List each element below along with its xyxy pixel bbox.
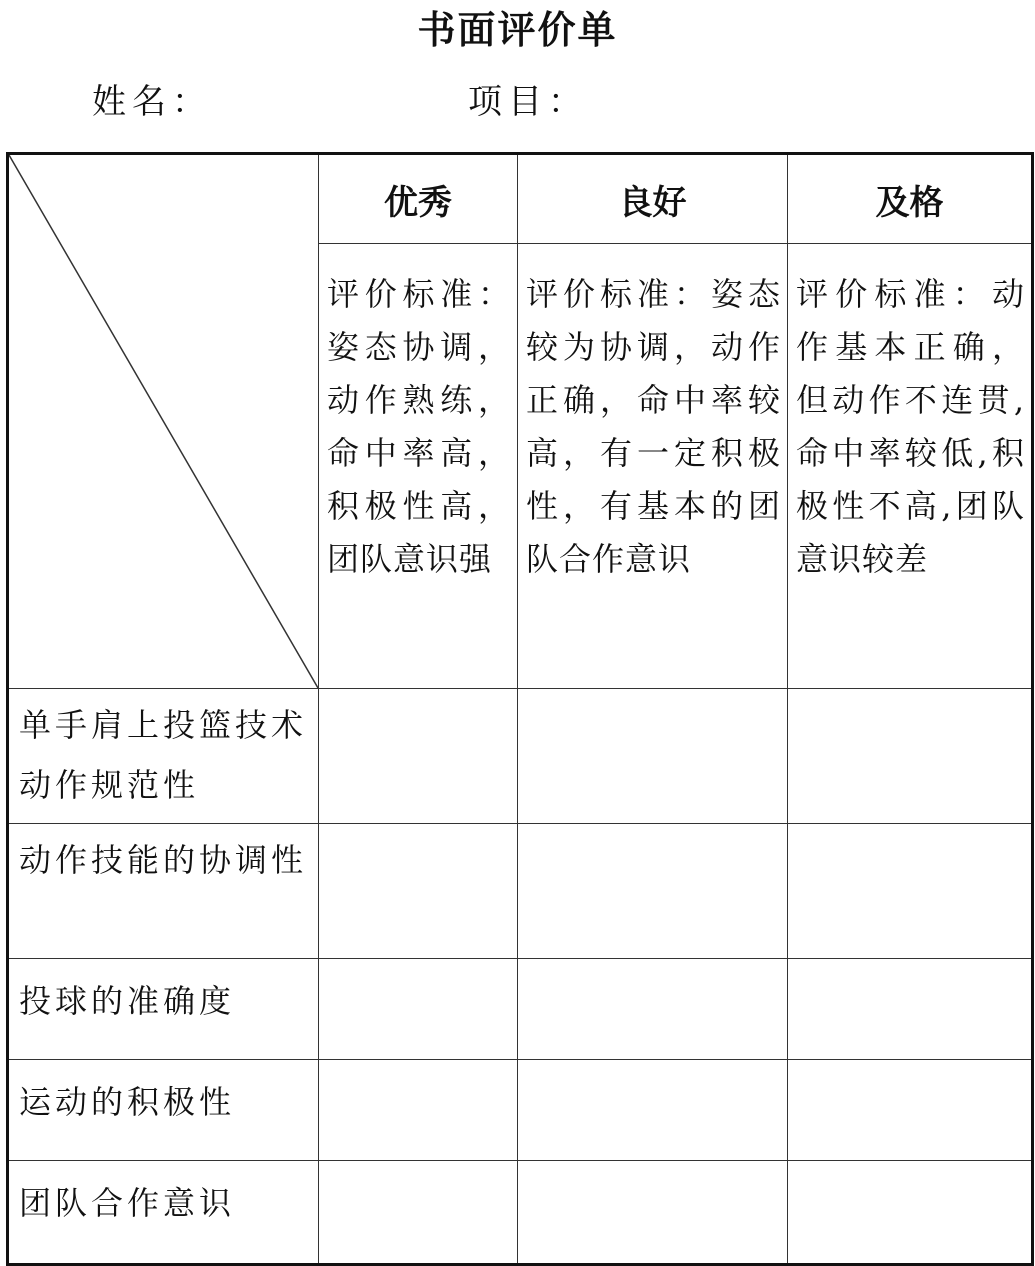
score-cell-excellent[interactable] [319,1161,518,1265]
criteria-good: 评价标准：姿态较为协调，动作正确，命中率较高，有一定积极性，有基本的团队合作意识 [518,244,788,689]
project-field-label: 项目： [468,82,588,122]
row-label-accuracy: 投球的准确度 [8,959,319,1060]
header-row [8,154,1033,244]
table-row [8,824,1033,959]
score-cell-excellent[interactable] [319,824,518,959]
score-cell-excellent[interactable] [319,689,518,824]
page-title: 书面评价单 [417,8,618,52]
row-label-enthusiasm: 运动的积极性 [8,1060,319,1161]
row-label-teamwork: 团队合作意识 [8,1161,319,1265]
score-cell-good[interactable] [518,824,788,959]
score-cell-pass[interactable] [788,1060,1033,1161]
table-row [8,689,1033,824]
score-cell-excellent[interactable] [319,959,518,1060]
diagonal-line [9,155,318,688]
row-label-shooting-technique: 单手肩上投篮技术动作规范性 [8,689,319,824]
level-pass-header: 及格 [788,154,1033,244]
score-cell-good[interactable] [518,1060,788,1161]
score-cell-good[interactable] [518,689,788,824]
table-row [8,1060,1033,1161]
table-row [8,959,1033,1060]
score-cell-pass[interactable] [788,959,1033,1060]
level-good-header: 良好 [518,154,788,244]
evaluation-table [6,152,1034,1266]
level-excellent-header: 优秀 [319,154,518,244]
diagonal-corner-cell [8,154,319,689]
score-cell-good[interactable] [518,959,788,1060]
criteria-pass: 评价标准：动作基本正确，但动作不连贯,命中率较低,积极性不高,团队意识较差 [788,244,1033,689]
table-row [8,1161,1033,1265]
row-label-coordination: 动作技能的协调性 [8,824,319,959]
score-cell-good[interactable] [518,1161,788,1265]
criteria-excellent: 评价标准：姿态协调，动作熟练，命中率高，积极性高，团队意识强 [319,244,518,689]
score-cell-pass[interactable] [788,1161,1033,1265]
score-cell-pass[interactable] [788,824,1033,959]
score-cell-pass[interactable] [788,689,1033,824]
score-cell-excellent[interactable] [319,1060,518,1161]
name-field-label: 姓名： [92,82,212,122]
